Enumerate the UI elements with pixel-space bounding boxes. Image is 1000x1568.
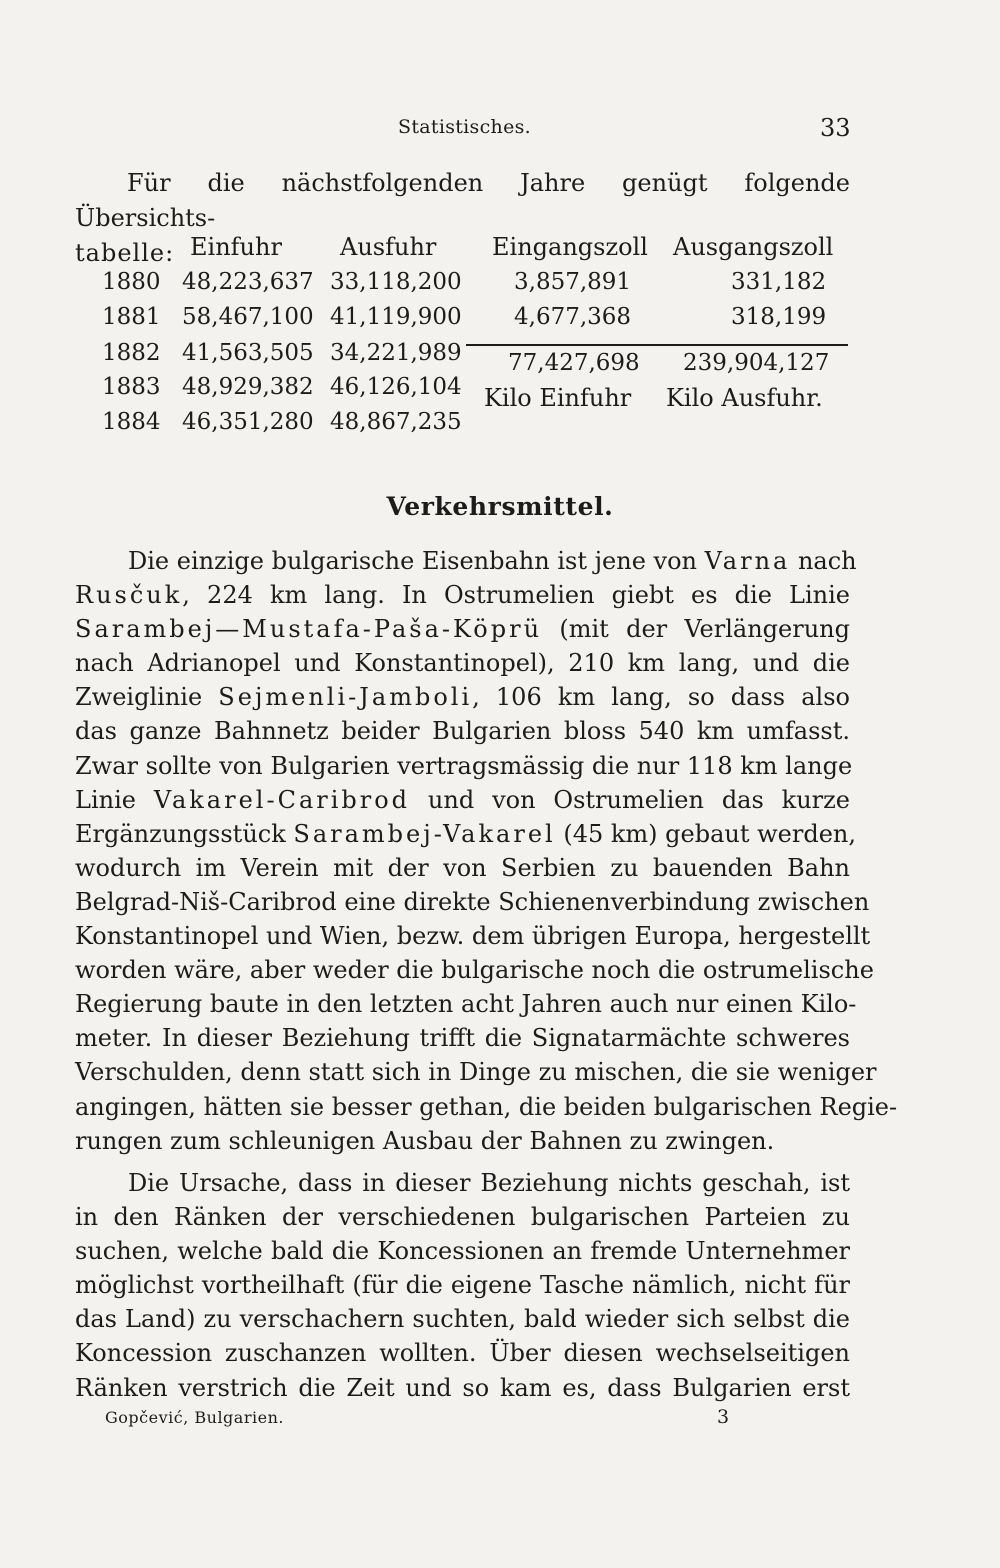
- running-head-title: Statistisches.: [398, 116, 532, 138]
- text-line: meter. In dieser Beziehung trifft die Signatarmächte schweres: [75, 1024, 850, 1053]
- text-line: Belgrad-Niš-Caribrod eine direkte Schienenverbindung zwischen: [75, 887, 870, 916]
- text-line: Ergänzungsstück Sarambej-Vakarel (45 km) gebaut werden,: [75, 819, 856, 848]
- footer: [0, 1408, 1000, 1432]
- header-ausfuhr: Ausfuhr: [340, 233, 437, 261]
- paragraph-2: [75, 1166, 850, 1405]
- cell-year: 1881: [102, 304, 161, 330]
- sum-rule: [466, 344, 848, 346]
- page-number: 33: [820, 114, 851, 142]
- cell-year: 1884: [102, 409, 161, 435]
- cell-ausfuhr: 41,119,900: [330, 304, 462, 330]
- text-line: wodurch im Verein mit der von Serbien zu bauenden Bahn: [75, 853, 850, 882]
- total-ausfuhr-label: Kilo Ausfuhr.: [666, 384, 823, 412]
- text-line: das Land) zu verschachern suchten, bald wieder sich selbst die: [75, 1305, 850, 1334]
- text-line: Die Ursache, dass in dieser Beziehung nichts geschah, ist: [128, 1169, 850, 1197]
- header-eingangszoll: Eingangszoll: [492, 233, 648, 261]
- text-line: Koncession zuschanzen wollten. Über diesen wechselseitigen: [75, 1339, 850, 1368]
- text-line: worden wäre, aber weder die bulgarische noch die ostrumelische: [75, 956, 874, 985]
- text-line: Ränken verstrich die Zeit und so kam es, dass Bulgarien erst: [75, 1373, 850, 1402]
- text-line: Zweiglinie Sejmenli-Jamboli, 106 km lang, so dass also: [75, 683, 850, 712]
- text-line: Rusčuk, 224 km lang. In Ostrumelien giebt es die Linie: [75, 581, 850, 610]
- total-einfuhr-label: Kilo Einfuhr: [484, 384, 632, 412]
- cell-ausfuhr: 34,221,989: [330, 340, 462, 366]
- header-einfuhr: Einfuhr: [190, 233, 282, 261]
- cell-ausfuhr: 48,867,235: [330, 409, 462, 435]
- text-line: Zwar sollte von Bulgarien vertragsmässig die nur 118 km lange: [75, 751, 853, 780]
- cell-year: 1883: [102, 374, 161, 400]
- text-line: Regierung baute in den letzten acht Jahren auch nur einen Kilo-: [75, 990, 857, 1019]
- cell-year: 1882: [102, 340, 161, 366]
- cell-ausgangszoll: 318,199: [731, 304, 827, 330]
- section-heading: Verkehrsmittel.: [386, 492, 614, 521]
- paragraph-1: [75, 544, 898, 1158]
- cell-einfuhr: 48,929,382: [182, 374, 314, 400]
- header-ausgangszoll: Ausgangszoll: [673, 233, 834, 261]
- cell-einfuhr: 46,351,280: [182, 409, 314, 435]
- cell-ausgangszoll: 331,182: [731, 269, 827, 295]
- text-line: möglichst vortheilhaft (für die eigene Tasche nämlich, nicht für: [75, 1271, 850, 1300]
- running-head: [0, 116, 1000, 146]
- text-line: Linie Vakarel-Caribrod und von Ostrumelien das kurze: [75, 785, 851, 814]
- text-line: das ganze Bahnnetz beider Bulgarien bloss 540 km umfasst.: [75, 717, 850, 746]
- cell-eingangszoll: 4,677,368: [514, 304, 632, 330]
- text-line: in den Ränken der verschiedenen bulgarischen Parteien zu: [75, 1203, 850, 1232]
- text-line: Sarambej—Mustafa-Paša-Köprü (mit der Verlängerung: [75, 615, 850, 644]
- text-line: suchen, welche bald die Koncessionen an fremde Unternehmer: [75, 1237, 850, 1266]
- cell-year: 1880: [102, 269, 161, 295]
- sheet-number: 3: [717, 1406, 730, 1428]
- cell-einfuhr: 41,563,505: [182, 340, 314, 366]
- text-line: Verschulden, denn statt sich in Dinge zu mischen, die sie weniger: [75, 1058, 877, 1087]
- text-line: Konstantinopel und Wien, bezw. dem übrigen Europa, hergestellt: [75, 922, 871, 951]
- total-einfuhr: 77,427,698: [508, 350, 640, 376]
- text-line: Die einzige bulgarische Eisenbahn ist jene von Varna nach: [128, 547, 857, 575]
- cell-einfuhr: 48,223,637: [182, 269, 314, 295]
- cell-eingangszoll: 3,857,891: [514, 269, 632, 295]
- text-line: nach Adrianopel und Konstantinopel), 210 km lang, und die: [75, 649, 850, 678]
- text-line: angingen, hätten sie besser gethan, die beiden bulgarischen Regie-: [75, 1092, 898, 1121]
- cell-einfuhr: 58,467,100: [182, 304, 314, 330]
- cell-ausfuhr: 46,126,104: [330, 374, 462, 400]
- footer-signature: Gopčević, Bulgarien.: [105, 1408, 284, 1427]
- total-ausfuhr: 239,904,127: [683, 350, 830, 376]
- text-line: rungen zum schleunigen Ausbau der Bahnen zu zwingen.: [75, 1126, 775, 1155]
- intro-line: tabelle:: [75, 239, 175, 267]
- cell-ausfuhr: 33,118,200: [330, 269, 462, 295]
- intro-line: Für die nächstfolgenden Jahre genügt folgende Übersichts-: [75, 169, 850, 232]
